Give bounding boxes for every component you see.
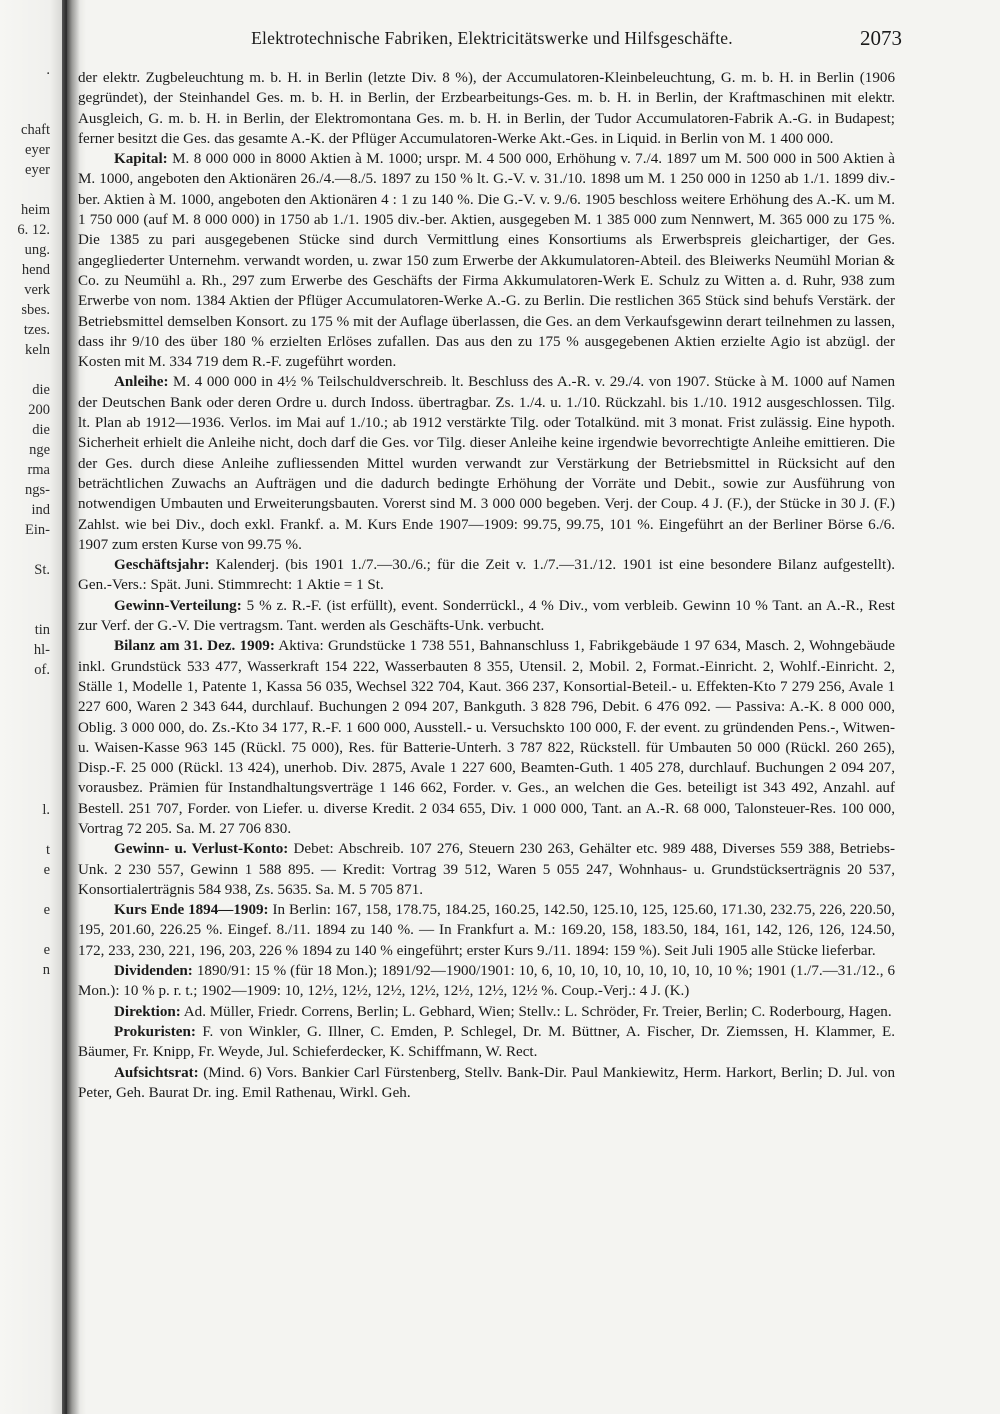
margin-fragment [2,720,50,740]
section-heading: Prokuristen: [114,1023,196,1040]
running-header: Elektrotechnische Fabriken, Elektricitätswerke und Hilfsgeschäfte. [251,28,733,48]
section-heading: Anleihe: [114,374,169,391]
company-entry-text [78,68,895,1103]
margin-fragment [2,180,50,200]
section-text: M. 8 000 000 in 8000 Aktien à M. 1000; urspr. M. 4 500 000, Erhöhung v. 7./4. 1897 um M. 500 000 in 500 Aktien à M. 1000, angeboten den Aktionären 26./4.—8./5. 1897 zu 150 % lt. G.-V. v. 31./10. 1898 um M. 1 250 000 in 1250 ab 1./1. 1899 div.-ber. Aktien à M. 1000, angeboten den Aktionären 4 : 1 zu 140 %. Die G.-V. v. 9./6. 1905 beschloss weitere Erhöhung des A.-K. um M. 1 750 000 (auf M. 8 000 000) in 1750 ab 1./1. 1905 div.-ber. Aktien, ausgegeben M. 1 385 000 zum Nennwert, M. 365 000 zu 175 %. Die 1385 zu pari ausgegebenen Stücke sind durch Vermittlung eines Konsortiums als Erwerbspreis gleichartiger, der Ges. angegliederter Unternehm. verwandt worden, u. zwar 150 zum Erwerbe der Akkumulatoren-Abteil. des Bleiwerks Neumühl Morian & Co. zu Neumühl a. Rh., 297 zum Erwerbe des Geschäfts der Firma Akkumulatoren-Werk E. Schulz zu Witten a. d. Ruhr, 938 zum Erwerbe von nom. 1384 Aktien der Pflüger Accumulatoren-Werke A.-G. zu Berlin. Die restlichen 365 Stück sind behufs Verstärk. der Betriebsmittel demselben Konsort. zu 175 % mit der Auflage überlassen, die Ges. an dem Verkaufsgewinn derart teilnehmen zu lassen, dass ihr 9/10 des über 180 % erzielten Erlöses zufallen. Das aus den zu 175 % ausgegebenen Aktien erzielte Agio ist abzügl. der Kosten mit M. 334 719 dem R.-F. zugeführt worden. [78,151,895,371]
margin-fragment [2,780,50,800]
margin-fragment: Ein- [25,522,50,538]
margin-fragment [2,360,50,380]
margin-fragment [2,540,50,560]
margin-fragment: tin [34,622,50,638]
margin-fragment: tzes. [23,322,50,338]
entry-paragraph [78,372,895,555]
entry-paragraph [78,1002,895,1022]
margin-fragment: t [45,842,50,858]
section-heading: Kapital: [114,151,168,168]
margin-fragment: heim [21,202,50,218]
margin-fragment [2,820,50,840]
section-heading: Direktion: [114,1003,181,1020]
section-text: 1890/91: 15 % (für 18 Mon.); 1891/92—1900/1901: 10, 6, 10, 10, 10, 10, 10, 10, 10, 10 %; 1901 (1./7.—31./12., 6 Mon.): 10 % p. r. t.; 1902—1909: 10, 12½, 12½, 12½, 12½, 12½, 12½, 12½ %. Coup.-Verj.: 4 J. (K.) [78,963,895,1000]
entry-paragraph [78,596,895,637]
margin-fragment: ind [31,502,50,518]
section-heading: Gewinn-Verteilung: [114,597,242,614]
section-text: der elektr. Zugbeleuchtung m. b. H. in Berlin (letzte Div. 8 %), der Accumulatoren-Kleinbeleuchtung, G. m. b. H. in Berlin (1906 gegründet), der Steinhandel Ges. m. b. H. in Berlin, der Erzbearbeitungs-Ges. m. b. H. in Berlin, der Kraftmaschinen mit elektr. Ausgleich, G. m. b. H. in Berlin, der Elektromontana Ges. m. b. H. in Berlin, der Tudor Accumulatoren-Fabrik A.-G. in Budapest; ferner besitzt die Ges. das gesamte A.-K. der Pflüger Accumulatoren-Werke Akt.-Ges. in Liquid. in Berlin von M. 1 400 000. [78,70,895,147]
margin-fragment: ung. [24,242,50,258]
book-spine-shadow [62,0,67,1414]
section-heading: Gewinn- u. Verlust-Konto: [114,841,289,858]
margin-fragment [2,880,50,900]
margin-fragment: die [32,422,50,438]
margin-fragment [2,920,50,940]
margin-fragment [2,680,50,700]
margin-fragment: e [43,862,50,878]
margin-fragment: e [43,942,50,958]
margin-fragment [2,100,50,120]
entry-paragraph [78,68,895,149]
section-text: Debet: Abschreib. 107 276, Steuern 230 263, Gehälter etc. 989 488, Diverses 559 388, Betriebs-Unk. 2 230 557, Gewinn 1 588 895. — Kredit: Vortrag 39 512, Waren 5 055 247, Wohnhaus- u. Grundstückserträgnis 20 537, Konsortialerträgnis 584 938, Zs. 5635. Sa. M. 5 705 871. [78,841,895,898]
section-text: (Mind. 6) Vors. Bankier Carl Fürstenberg, Stellv. Bank-Dir. Paul Mankiewitz, Herm. Harkort, Berlin; D. Jul. von Peter, Geh. Baurat Dr. ing. Emil Rathenau, Wirkl. Geh. [78,1064,895,1101]
section-heading: Dividenden: [114,963,193,980]
section-text: 5 % z. R.-F. (ist erfüllt), event. Sonderrückl., 4 % Div., vom verbleib. Gewinn 10 % Tant. an A.-R., Rest zur Verf. der G.-V. Die vertragsm. Tant. werden als Geschäfts-Unk. verbucht. [78,597,895,635]
entry-paragraph [78,961,895,1002]
margin-fragment [2,760,50,780]
entry-paragraph [78,839,895,900]
section-heading: Bilanz am 31. Dez. 1909: [114,638,275,655]
margin-fragment: chaft [21,122,50,138]
entry-paragraph [78,1063,895,1104]
margin-fragment: verk [24,282,50,298]
section-text: Aktiva: Grundstücke 1 738 551, Bahnanschluss 1, Fabrikgebäude 1 97 634, Masch. 2, Wohngebäude inkl. Grundstück 533 477, Wasserkraft 154 222, Wasserbauten 8 355, Utensil. 2, Mobil. 2, Format.-Einricht. 2, Wohlf.-Einricht. 2, Ställe 1, Modelle 1, Patente 1, Kassa 56 035, Wechsel 322 704, Kaut. 366 237, Konsortial-Beteil.- u. Effekten-Kto 7 279 256, Avale 1 227 600, Waren 2 343 644, durchlauf. Buchungen 2 094 207, Bankguth. 3 828 796, Debit. 6 476 092. — Passiva: A.-K. 8 000 000, Oblig. 3 000 000, do. Zs.-Kto 34 177, R.-F. 1 600 000, Ausstell.- u. Versuchskto 100 000, F. der event. zu gründenden Pens.-, Witwen- u. Waisen-Kasse 963 145 (Rückl. 75 000), Res. für Batterie-Unterh. 3 787 822, Rückstell. für Umbauten 50 000 (Rückl. 260 265), Disp.-F. 25 000 (Rückl. 13 424), unerhob. Div. 2875, Avale 1 227 600, Beamten-Guth. 1 405 278, durchlauf. Buchungen 2 094 207, vorausbez. Prämien für Instandhaltungsverträge 1 146 662, Forder. v. Ges., an welchen die Ges. beteiligt ist 343 492, Anzahl. auf Bestell. 251 707, Forder. von Liefer. u. diverse Kredit. 2 034 655, Div. 1 000 000, Tant. an A.-R. 68 000, Talonsteuer-Res. 100 000, Vortrag 72 205. Sa. M. 27 706 830. [78,638,895,837]
entry-paragraph [78,555,895,596]
section-text: In Berlin: 167, 158, 178.75, 184.25, 160.25, 142.50, 125.10, 125, 125.60, 171.30, 232.75, 226, 220.50, 195, 201.60, 226.25 %. Eingef. 8./11. 1894 zu 140 %. — In Frankfurt a. M.: 169.20, 158, 183.50, 184, 161, 142, 126, 126, 124.50, 172, 233, 230, 221, 196, 203, 226 % 1894 zu 140 % eingeführt; erster Kurs 9./11. 1894: 159 %). Seit Juli 1905 alle Stücke lieferbar. [78,902,895,959]
entry-paragraph [78,636,895,839]
margin-fragment: hl- [33,642,50,658]
section-heading: Kurs Ende 1894—1909: [114,902,269,919]
margin-fragment: n [42,962,50,978]
section-text: Ad. Müller, Friedr. Correns, Berlin; L. Gebhard, Wien; Stellv.: L. Schröder, Fr. Treier, Berlin; C. Roderbourg, Hagen. [183,1003,892,1020]
section-text: Kalenderj. (bis 1901 1./7.—30./6.; für die Zeit v. 1./7.—31./12. 1901 ist eine besondere Bilanz aufgestellt). Gen.-Vers.: Spät. Juni. Stimmrecht: 1 Aktie = 1 St. [78,557,895,594]
margin-fragment: l. [42,802,50,818]
margin-fragment [2,740,50,760]
margin-fragment: 6. 12. [17,222,50,238]
margin-fragment [2,700,50,720]
margin-fragment: sbes. [21,302,50,318]
section-text: M. 4 000 000 in 4½ % Teilschuldverschreib. lt. Beschluss des A.-R. v. 29./4. von 1907. Stücke à M. 1000 auf Namen der Deutschen Bank oder deren Ordre u. durch Indoss. übertragbar. Zs. 1./4. u. 1./10. Rückzahl. bis 1./10. 1912 ausgeschlossen. Tilg. lt. Plan ab 1912—1936. Verlos. im Mai auf 1./10.; ab 1912 verstärkte Tilg. oder Totalkünd. mit 3 monat. Frist zulässig. Eine hypoth. Sicherheit erhielt die Anleihe nicht, doch darf die Ges. vor Tilg. dieser Anleihe keine irgendwie bevorrechtigte Anleihe emittieren. Die der Ges. durch diese Anleihe zufliessenden Mittel wurden verwandt zur Verstärkung der Betriebsmittel in Rücksicht auf den beträchtlichen Zuwachs an Aufträgen und die dadurch bedingte Erhöhung der Vorräte und Debit., sowie zur Ausführung von notwendigen Umbauten und Erweiterungsbauten. Vorerst sind M. 3 000 000 begeben. Verj. der Coup. 4 J. (F.), der Stücke in 30 J. (F.) Zahlst. wie bei Div., doch exkl. Frankf. a. M. Kurs Ende 1907—1909: 99.75, 99.75, 101 %. Eingeführt an der Berliner Börse 6./6. 1907 zum ersten Kurse von 99.75 %. [78,374,895,553]
margin-fragment: . [46,62,50,78]
previous-page-margin [2,60,50,980]
section-heading: Aufsichtsrat: [114,1064,199,1081]
margin-fragment: of. [34,662,50,678]
margin-fragment [2,580,50,600]
margin-fragment: eyer [25,162,50,178]
margin-fragment [2,80,50,100]
section-text: F. von Winkler, G. Illner, C. Emden, P. Schlegel, Dr. M. Büttner, A. Fischer, Dr. Ziemssen, H. Klammer, E. Bäumer, Fr. Knipp, Fr. Weyde, Jul. Schieferdecker, K. Schiffmann, W. Rect. [78,1023,896,1061]
margin-fragment: keln [25,342,50,358]
margin-fragment: die [32,382,50,398]
margin-fragment: ngs- [25,482,50,498]
margin-fragment: hend [21,262,50,278]
margin-fragment: 200 [28,402,50,418]
margin-fragment [2,600,50,620]
margin-fragment: e [43,902,50,918]
entry-paragraph [78,149,895,372]
page-number: 2073 [860,26,902,50]
entry-paragraph [78,900,895,961]
margin-fragment: eyer [25,142,50,158]
entry-paragraph [78,1022,895,1063]
margin-fragment: nge [29,442,50,458]
margin-fragment: St. [34,562,50,578]
section-heading: Geschäftsjahr: [114,557,210,574]
margin-fragment: rma [27,462,50,478]
